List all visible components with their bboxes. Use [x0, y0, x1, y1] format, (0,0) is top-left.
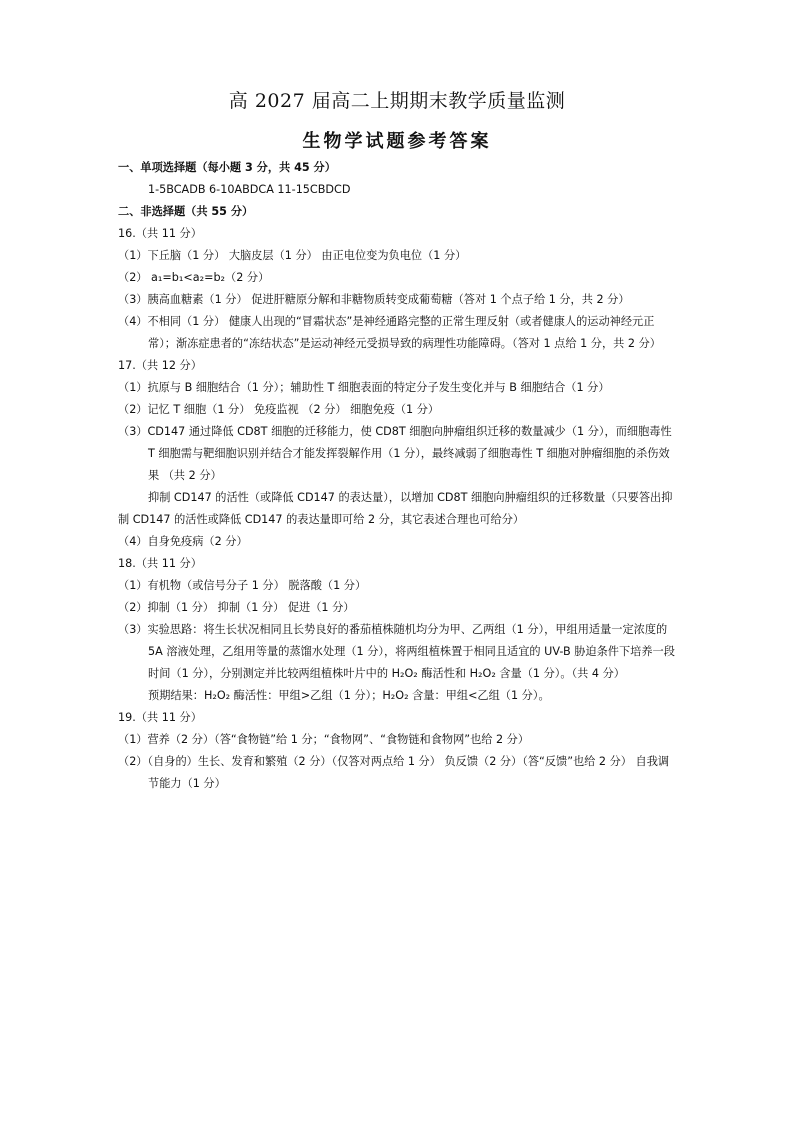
subject-title: 生物学试题参考答案 [302, 131, 492, 152]
choice-section-heading: 一、单项选择题（每小题 3 分，共 45 分） [118, 161, 336, 174]
q18-expected-result: 预期结果：H₂O₂ 酶活性：甲组>乙组（1 分）；H₂O₂ 含量：甲组<乙组（1 分）。 [148, 689, 550, 702]
nonchoice-section-heading: 二、非选择题（共 55 分） [118, 205, 254, 218]
choice-answers: 1-5BCADB 6-10ABDCA 11-15CBDCD [148, 183, 351, 196]
q16-heading: 16.（共 11 分） [118, 227, 202, 240]
q18-part1: （1）有机物（或信号分子 1 分） 脱落酸（1 分） [118, 579, 367, 592]
q16-part1: （1）下丘脑（1 分） 大脑皮层（1 分） 由正电位变为负电位（1 分） [118, 249, 467, 262]
q17-part1: （1）抗原与 B 细胞结合（1 分）；辅助性 T 细胞表面的特定分子发生变化并与 B 细胞结合（1 分） [118, 381, 610, 394]
q17-heading: 17.（共 12 分） [118, 359, 202, 372]
q17-part3-followup: 抑制 CD147 的活性（或降低 CD147 的表达量），以增加 CD8T 细胞向肿瘤组织的迁移数量（只要答出抑制 CD147 的活性或降低 CD147 的表达量即可给 2 分，其它表述合理也可给分） [118, 491, 673, 526]
q17-part3: （3）CD147 通过降低 CD8T 细胞的迁移能力，使 CD8T 细胞向肿瘤组织迁移的数量减少（1 分），而细胞毒性 T 细胞需与靶细胞识别并结合才能发挥裂解作用（1 分），最终减弱了细胞毒性 T 细胞对肿瘤细胞的杀伤效果 （共 2 分） [118, 425, 672, 482]
exam-title: 高 2027 届高二上期期末教学质量监测 [228, 90, 566, 112]
q16-part2: （2） a₁=b₁<a₂=b₂（2 分） [118, 271, 270, 284]
q17-part4: （4）自身免疫病（2 分） [118, 535, 248, 548]
answer-content [118, 157, 680, 795]
q18-part2: （2）抑制（1 分） 抑制（1 分） 促进（1 分） [118, 601, 355, 614]
q19-heading: 19.（共 11 分） [118, 711, 202, 724]
q19-part2: （2）（自身的）生长、发育和繁殖（2 分）（仅答对两点给 1 分） 负反馈（2 分）（答“反馈”也给 2 分） 自我调节能力（1 分） [118, 755, 670, 790]
q16-part3: （3）胰高血糖素（1 分） 促进肝糖原分解和非糖物质转变成葡萄糖（答对 1 个点子给 1 分，共 2 分） [118, 293, 630, 306]
q18-part3: （3）实验思路：将生长状况相同且长势良好的番茄植株随机均分为甲、乙两组（1 分），甲组用适量一定浓度的 5A 溶液处理，乙组用等量的蒸馏水处理（1 分），将两组植株置于相同且适宜的 UV-B 胁迫条件下培养一段时间（1 分），分别测定并比较两组植株叶片中的 H₂O₂ 酶活性和 H₂O₂ 含量（1 分）。（共 4 分） [118, 623, 675, 680]
q19-part1: （1）营养（2 分）（答“食物链”给 1 分；“食物网”、“食物链和食物网”也给 2 分） [118, 733, 530, 746]
q17-part2: （2）记忆 T 细胞（1 分） 免疫监视 （2 分） 细胞免疫（1 分） [118, 403, 440, 416]
q16-part4: （4）不相同（1 分） 健康人出现的“冒霜状态”是神经通路完整的正常生理反射（或者健康人的运动神经元正常）；渐冻症患者的“冻结状态”是运动神经元受损导致的病理性功能障碍。（答对 1 点给 1 分，共 2 分） [118, 315, 661, 350]
q18-heading: 18.（共 11 分） [118, 557, 202, 570]
